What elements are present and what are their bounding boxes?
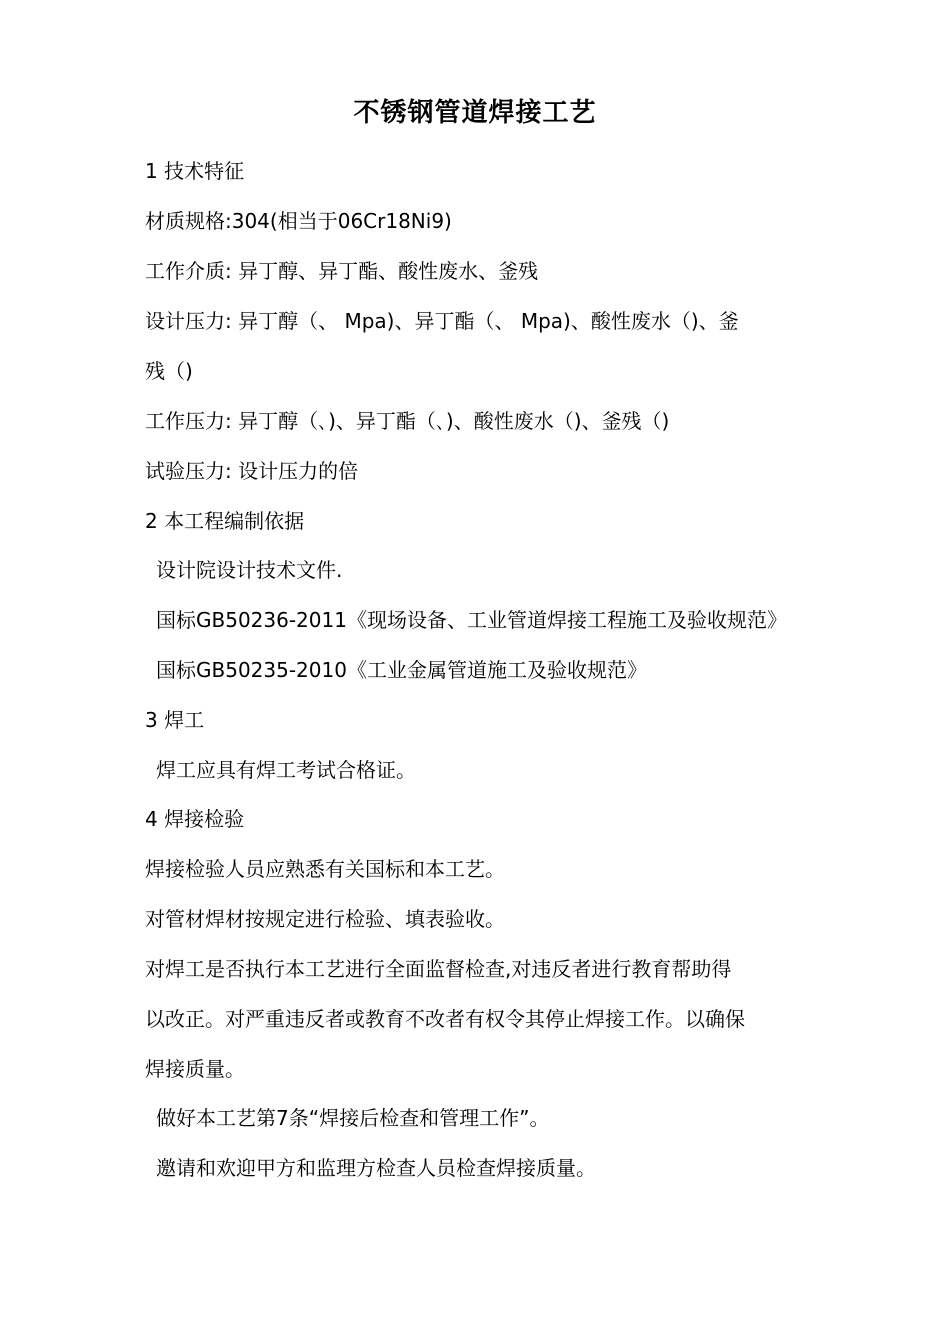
design-pressure-line: 设计压力: 异丁醇（、 Mpa)、异丁酯（、 Mpa)、酸性废水（)、釜 bbox=[145, 309, 739, 333]
document-title: 不锈钢管道焊接工艺 bbox=[353, 98, 597, 128]
test-pressure-line: 试验压力: 设计压力的倍 bbox=[145, 459, 359, 483]
section-heading-3: 3 焊工 bbox=[145, 708, 205, 732]
section-heading-4: 4 焊接检验 bbox=[145, 807, 245, 831]
inspection-item-3-cont: 以改正。对严重违反者或教育不改者有权令其停止焊接工作。以确保 bbox=[145, 1007, 745, 1031]
inspection-item-3-end: 焊接质量。 bbox=[145, 1057, 245, 1081]
inspection-item-5: 邀请和欢迎甲方和监理方检查人员检查焊接质量。 bbox=[156, 1156, 596, 1180]
inspection-item-3: 对焊工是否执行本工艺进行全面监督检查,对违反者进行教育帮助得 bbox=[145, 957, 732, 981]
basis-item-gb50235: 国标GB50235-2010《工业金属管道施工及验收规范》 bbox=[156, 658, 647, 682]
working-medium-line: 工作介质: 异丁醇、异丁酯、酸性废水、釜残 bbox=[145, 259, 539, 283]
section-heading-2: 2 本工程编制依据 bbox=[145, 509, 305, 533]
design-pressure-line-cont: 残（) bbox=[145, 359, 193, 383]
basis-item-design-docs: 设计院设计技术文件. bbox=[156, 558, 343, 582]
basis-item-gb50236: 国标GB50236-2011《现场设备、工业管道焊接工程施工及验收规范》 bbox=[156, 608, 787, 632]
inspection-item-4: 做好本工艺第7条“焊接后检查和管理工作”。 bbox=[156, 1106, 550, 1130]
welder-requirement: 焊工应具有焊工考试合格证。 bbox=[156, 758, 416, 782]
working-pressure-line: 工作压力: 异丁醇（､)、异丁酯（､)、酸性废水（)、釜残（) bbox=[145, 409, 670, 433]
material-spec-line: 材质规格:304(相当于06Cr18Ni9) bbox=[145, 209, 452, 233]
section-heading-1: 1 技术特征 bbox=[145, 159, 245, 183]
inspection-item-2: 对管材焊材按规定进行检验、填表验收。 bbox=[145, 907, 505, 931]
inspection-item-1: 焊接检验人员应熟悉有关国标和本工艺。 bbox=[145, 857, 505, 881]
